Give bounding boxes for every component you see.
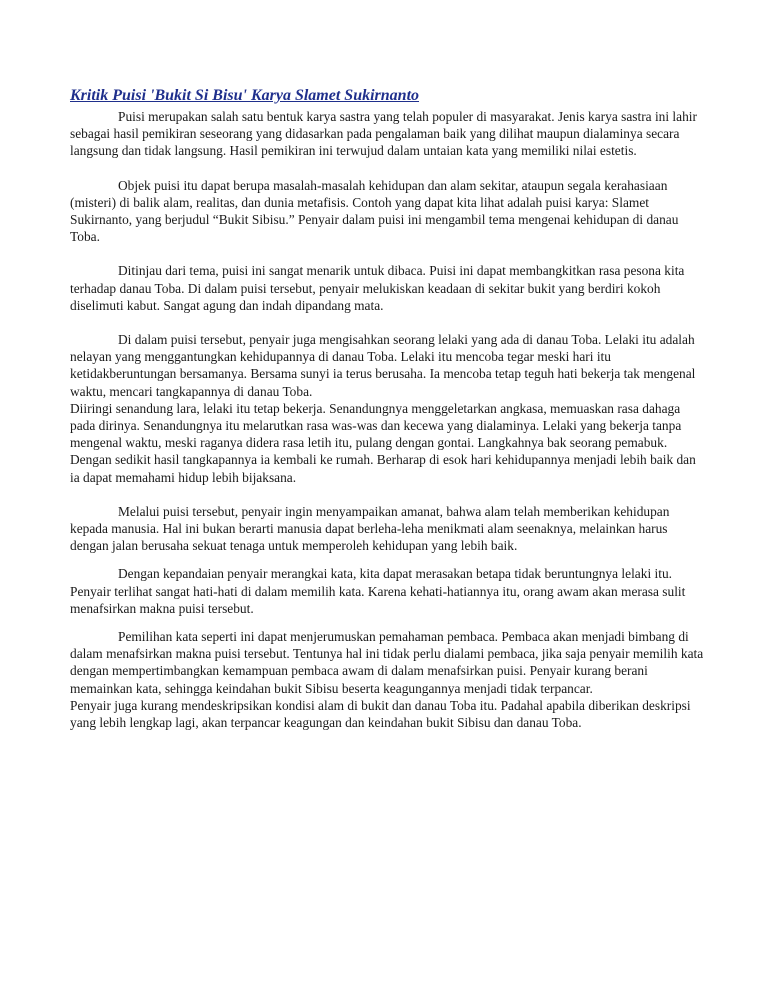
paragraph-critique: Pemilihan kata seperti ini dapat menjerumuskan pemahaman pembaca. Pembaca akan menjadi bimbang di dalam menafsirkan makna puisi tersebut. Tentunya hal ini tidak perlu dialami pembaca, jika saja penyair memilih kata dengan mempertimbangkan kemampuan pembaca awam di dalam menafsirkan puisi. Penyair kurang berani memainkan kata, sehingga keindahan bukit Sibisu beserta keagungannya menjadi tidak terpancar.	[70, 629, 704, 696]
paragraph-story-continued: Diiringi senandung lara, lelaki itu tetap bekerja. Senandungnya menggeletarkan angkasa, memuaskan rasa dahaga pada dirinya. Senandungnya itu melarutkan rasa was-was dan kecewa yang dialaminya. Lelaki yang bekerja tanpa mengenal waktu, meski raganya didera rasa letih itu, pulang dengan gontai. Langkahnya bak seorang pemabuk. Dengan sedikit hasil tangkapannya ia kembali ke rumah. Berharap di esok hari kehidupannya menjadi lebih baik dan ia dapat memahami hidup lebih bijaksana.	[70, 400, 696, 485]
paragraph-message: Melalui puisi tersebut, penyair ingin menyampaikan amanat, bahwa alam telah memberikan kehidupan kepada manusia. Hal ini bukan berarti manusia dapat berleha-leha menikmati alam seenaknya, melainkan harus dengan jalan berusaha sekuat tenaga untuk memperoleh kehidupan yang lebih baik.	[70, 503, 670, 554]
paragraph-story: Di dalam puisi tersebut, penyair juga mengisahkan seorang lelaki yang ada di danau Toba. Lelaki itu adalah nelayan yang menggantungkan kehidupannya di danau Toba. Lelaki itu mencoba tegar meski hari itu ketidakberuntungan bersamanya. Bersama sunyi ia terus berusaha. Ia mencoba tetap teguh hati bekerja tak mengenal waktu, mencari tangkapannya di danau Toba.	[70, 332, 696, 399]
paragraph-conclusion: Penyair juga kurang mendeskripsikan kondisi alam di bukit dan danau Toba itu. Padahal apabila diberikan deskripsi yang lebih lengkap lagi, akan terpancar keagungan dan keindahan bukit Sibisu dan danau Toba.	[70, 697, 691, 731]
paragraph-diction: Dengan kepandaian penyair merangkai kata, kita dapat merasakan betapa tidak beruntungnya lelaki itu. Penyair terlihat sangat hati-hati di dalam memilih kata. Karena kehati-hatiannya itu, orang awam akan merasa sulit menafsirkan makna puisi tersebut.	[70, 566, 686, 616]
paragraph-intro: Puisi merupakan salah satu bentuk karya sastra yang telah populer di masyarakat. Jenis karya sastra ini lahir sebagai hasil pemikiran seseorang yang didasarkan pada pengalaman baik yang dilihat maupun dialaminya secara langsung dan tidak langsung. Hasil pemikiran ini terwujud dalam untaian kata yang memiliki nilai estetis.	[70, 109, 697, 159]
document-page	[70, 87, 706, 731]
paragraph-object: Objek puisi itu dapat berupa masalah-masalah kehidupan dan alam sekitar, ataupun segala kerahasiaan (misteri) di balik alam, realitas, dan dunia metafisis. Contoh yang dapat kita lihat adalah puisi karya: Slamet Sukirnanto, yang berjudul “Bukit Sibisu.” Penyair dalam puisi ini mengambil tema mengenai kehidupan di danau Toba.	[70, 177, 679, 245]
document-title: Kritik Puisi 'Bukit Si Bisu' Karya Slamet Sukirnanto	[70, 87, 420, 104]
paragraph-theme: Ditinjau dari tema, puisi ini sangat menarik untuk dibaca. Puisi ini dapat membangkitkan rasa pesona kita terhadap danau Toba. Di dalam puisi tersebut, penyair melukiskan keadaan di sekitar bukit yang berdiri kokoh diselimuti kabut. Sangat agung dan indah dipandang mata.	[70, 263, 685, 313]
